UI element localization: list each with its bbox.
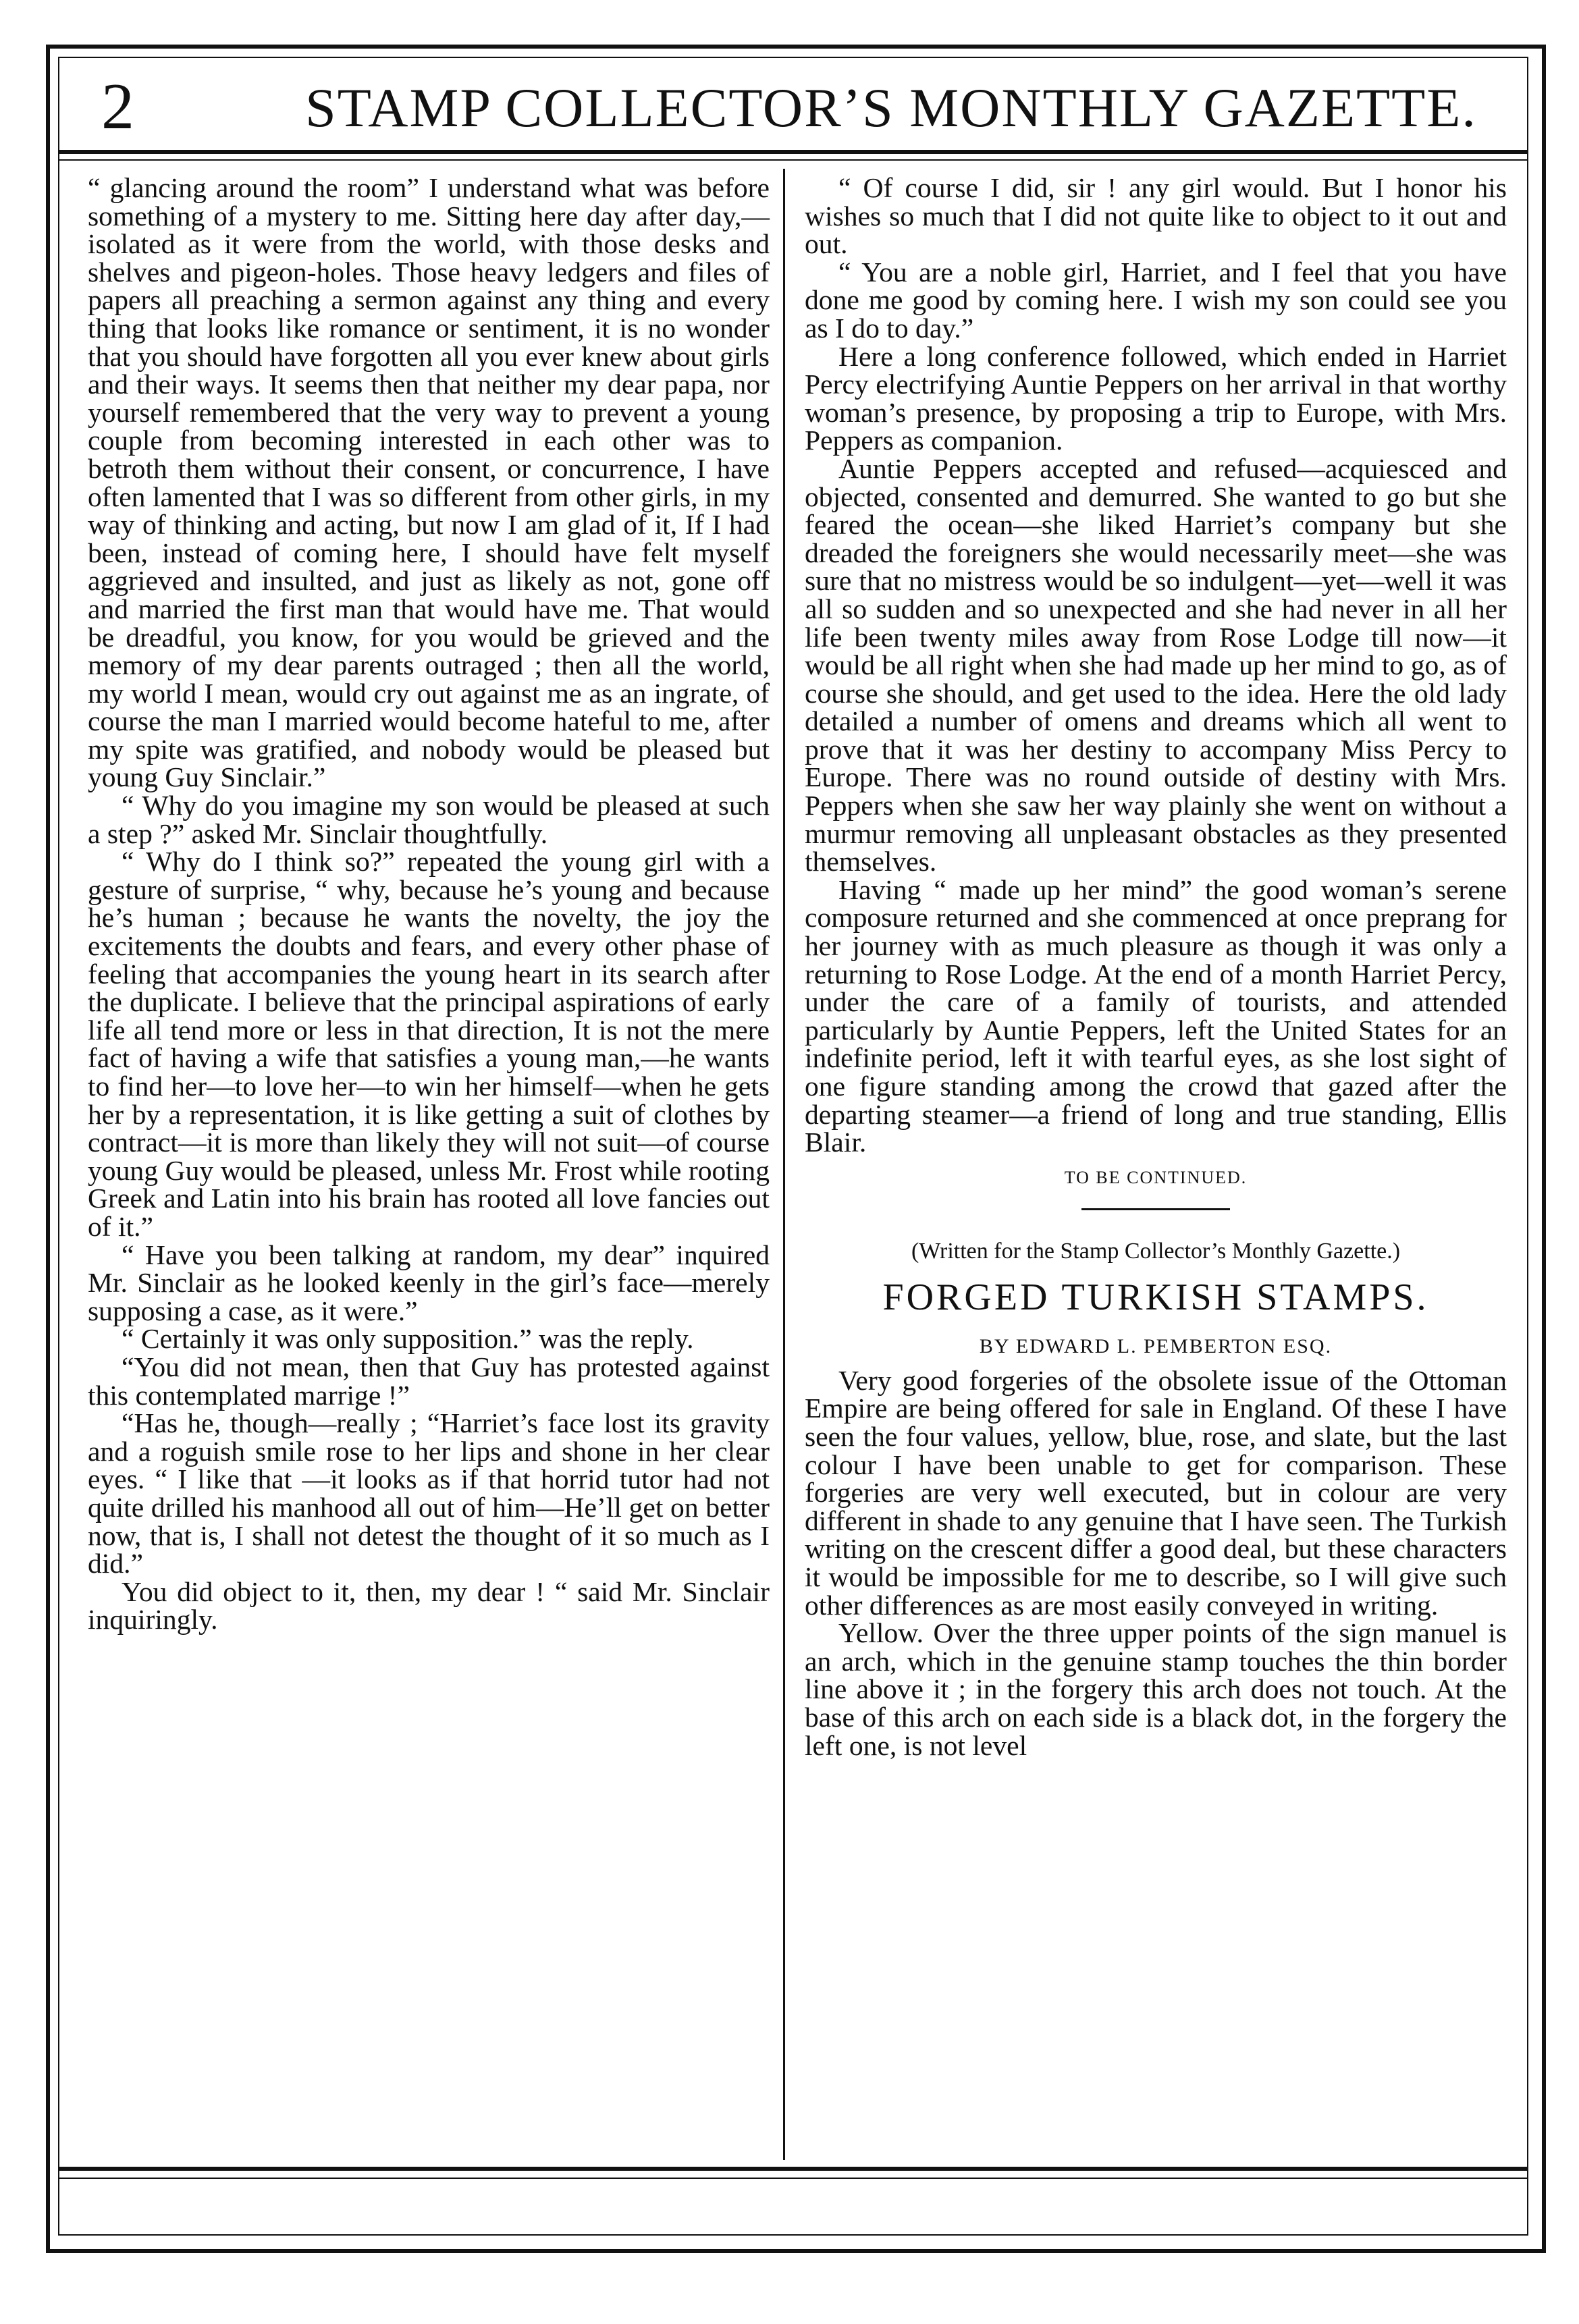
paragraph: “You did not mean, then that Guy has protested against this contemplated marrige !” [88,1351,770,1411]
footer-rule [59,2167,1527,2171]
paragraph: “ Why do you imagine my son would be pleased at such a step ?” asked Mr. Sinclair thoughtfully. [88,790,770,849]
column-divider [783,169,785,2160]
page-number: 2 [101,70,134,143]
written-for-note: (Written for the Stamp Collector’s Monthly Gazette.) [911,1238,1401,1264]
paragraph: Very good forgeries of the obsolete issue of the Ottoman Empire are being offered for sale in England. Of these I have seen the four values, yellow, blue, rose, and slate, but the last colour I have been unable to get for comparison. These forgeries are very well executed, but in colour are very different in shade to any genuine that I have seen. The Turkish writing on the crescent differ a good deal, but these characters it would be impossible for me to describe, so I will give such other differences as are most easily conveyed in writing. [805,1364,1507,1621]
to-be-continued: TO BE CONTINUED. [1064,1167,1248,1187]
article-title: FORGED TURKISH STAMPS. [882,1276,1429,1318]
paragraph: Having “ made up her mind” the good woman’s serene composure returned and she commenced at once preprang for her journey with as much pleasure as though it was only a returning to Rose Lodge. At the end of a month Harriet Percy, under the care of a family of tourists, and attended particularly by Auntie Peppers, left the United States for an indefinite period, left it with tearful eyes, as she lost sight of one figure standing among the crowd that gazed after the departing steamer—a friend of long and true standing, Ellis Blair. [805,873,1507,1158]
paragraph: “ Why do I think so?” repeated the young girl with a gesture of surprise, “ why, because he’s young and because he’s human ; because he wants the novelty, the joy the excitements the doubts and fears, and every other phase of feeling that accompanies the young heart in its search after the duplicate. I believe that the principal aspirations of early life all tend more or less in that direction, It is not the mere fact of having a wife that satisfies a young man,—he wants to find her—to love her—to win her himself—when he gets her by a representation, it is like getting a suit of clothes by contract—it is more than likely they will not suit—of course young Guy would be pleased, unless Mr. Frost while rooting Greek and Latin into his brain has rooted all love fancies out of it.” [88,846,770,1242]
header-rule [59,150,1527,154]
paragraph: “ Of course I did, sir ! any girl would. But I honor his wishes so much that I did not quite like to object to it out and out. [805,172,1507,260]
paragraph: Auntie Peppers accepted and refused—acquiesced and objected, consented and demurred. She wanted to go but she feared the ocean—she liked Harriet’s company but she dreaded the foreigners she would necessarily meet—she was sure that no mistress would be so indulgent—yet—well it was all so sudden and so unexpected and she had never in all her life been twenty miles away from Rose Lodge till now—it would be all right when she had made up her mind to go, as of course she should, and get used to the idea. Here the old lady detailed a number of omens and dreams which all went to prove that it was her destiny to accompany Miss Percy to Europe. There was no round outside of destiny with Mrs. Peppers when she saw her way plainly she went on without a murmur removing all unpleasant obstacles as they presented themselves. [805,452,1507,877]
paragraph: “ Certainly it was only supposition.” was the reply. [122,1323,694,1355]
byline: BY EDWARD L. PEMBERTON ESQ. [979,1334,1333,1357]
footer-rule-thin [59,2178,1527,2179]
paragraph: “ Have you been talking at random, my dear” inquired Mr. Sinclair as he looked keenly in the girl’s face—merely supposing a case, as it were.” [88,1239,770,1326]
paragraph: Here a long conference followed, which ended in Harriet Percy electrifying Auntie Peppers on her arrival in that worthy woman’s presence, by proposing a trip to Europe, with Mrs. Peppers as companion. [805,340,1507,456]
paragraph: “ You are a noble girl, Harriet, and I feel that you have done me good by coming here. I wish my son could see you as I do to day.” [805,256,1507,344]
right-column [805,174,1507,1760]
paragraph: Yellow. Over the three upper points of the sign manuel is an arch, which in the genuine stamp touches the thin border line above it ; in the forgery this arch does not touch. At the base of this arch on each side is a black dot, in the forgery the left one, is not level [805,1617,1507,1761]
paragraph: “Has he, though—really ; “Harriet’s face lost its gravity and a roguish smile rose to her lips and shone in her clear eyes. “ I like that —it looks as if that horrid tutor had not quite drilled his manhood all out of him—He’ll get on better now, that is, I shall not detest the thought of it so much as I did.” [88,1407,770,1579]
left-column [88,174,770,1634]
section-separator [1081,1208,1230,1210]
paragraph: You did object to it, then, my dear ! “ said Mr. Sinclair inquiringly. [88,1575,770,1636]
paragraph: “ glancing around the room” I understand what was before something of a mystery to me. Sitting here day after day,—isolated as it were from the world, with those desks and shelves and pigeon-holes. Those heavy ledgers and files of papers all preaching a sermon against any thing and every thing that looks like romance or sentiment, it is no wonder that you should have forgotten all you ever knew about girls and their ways. It seems then that neither my dear papa, nor yourself remembered that the very way to prevent a young couple from becoming interested in each other was to betroth them without their consent, or concurrence, I have often lamented that I was so different from other girls, in my way of thinking and acting, but now I am glad of it, If I had been, instead of coming here, I should have felt myself aggrieved and insulted, and just as likely as not, gone off and married the first man that would have me. That would be dreadful, you know, for you would be grieved and the memory of my dear parents outraged ; then all the world, my world I mean, would cry out against me as an ingrate, of course the man I married would become hateful to me, after my spite was gratified, and nobody would be pleased but young Guy Sinclair.” [88,172,770,793]
masthead: STAMP COLLECTOR’S MONTHLY GAZETTE. [305,77,1477,138]
header-rule-thin [59,159,1527,161]
